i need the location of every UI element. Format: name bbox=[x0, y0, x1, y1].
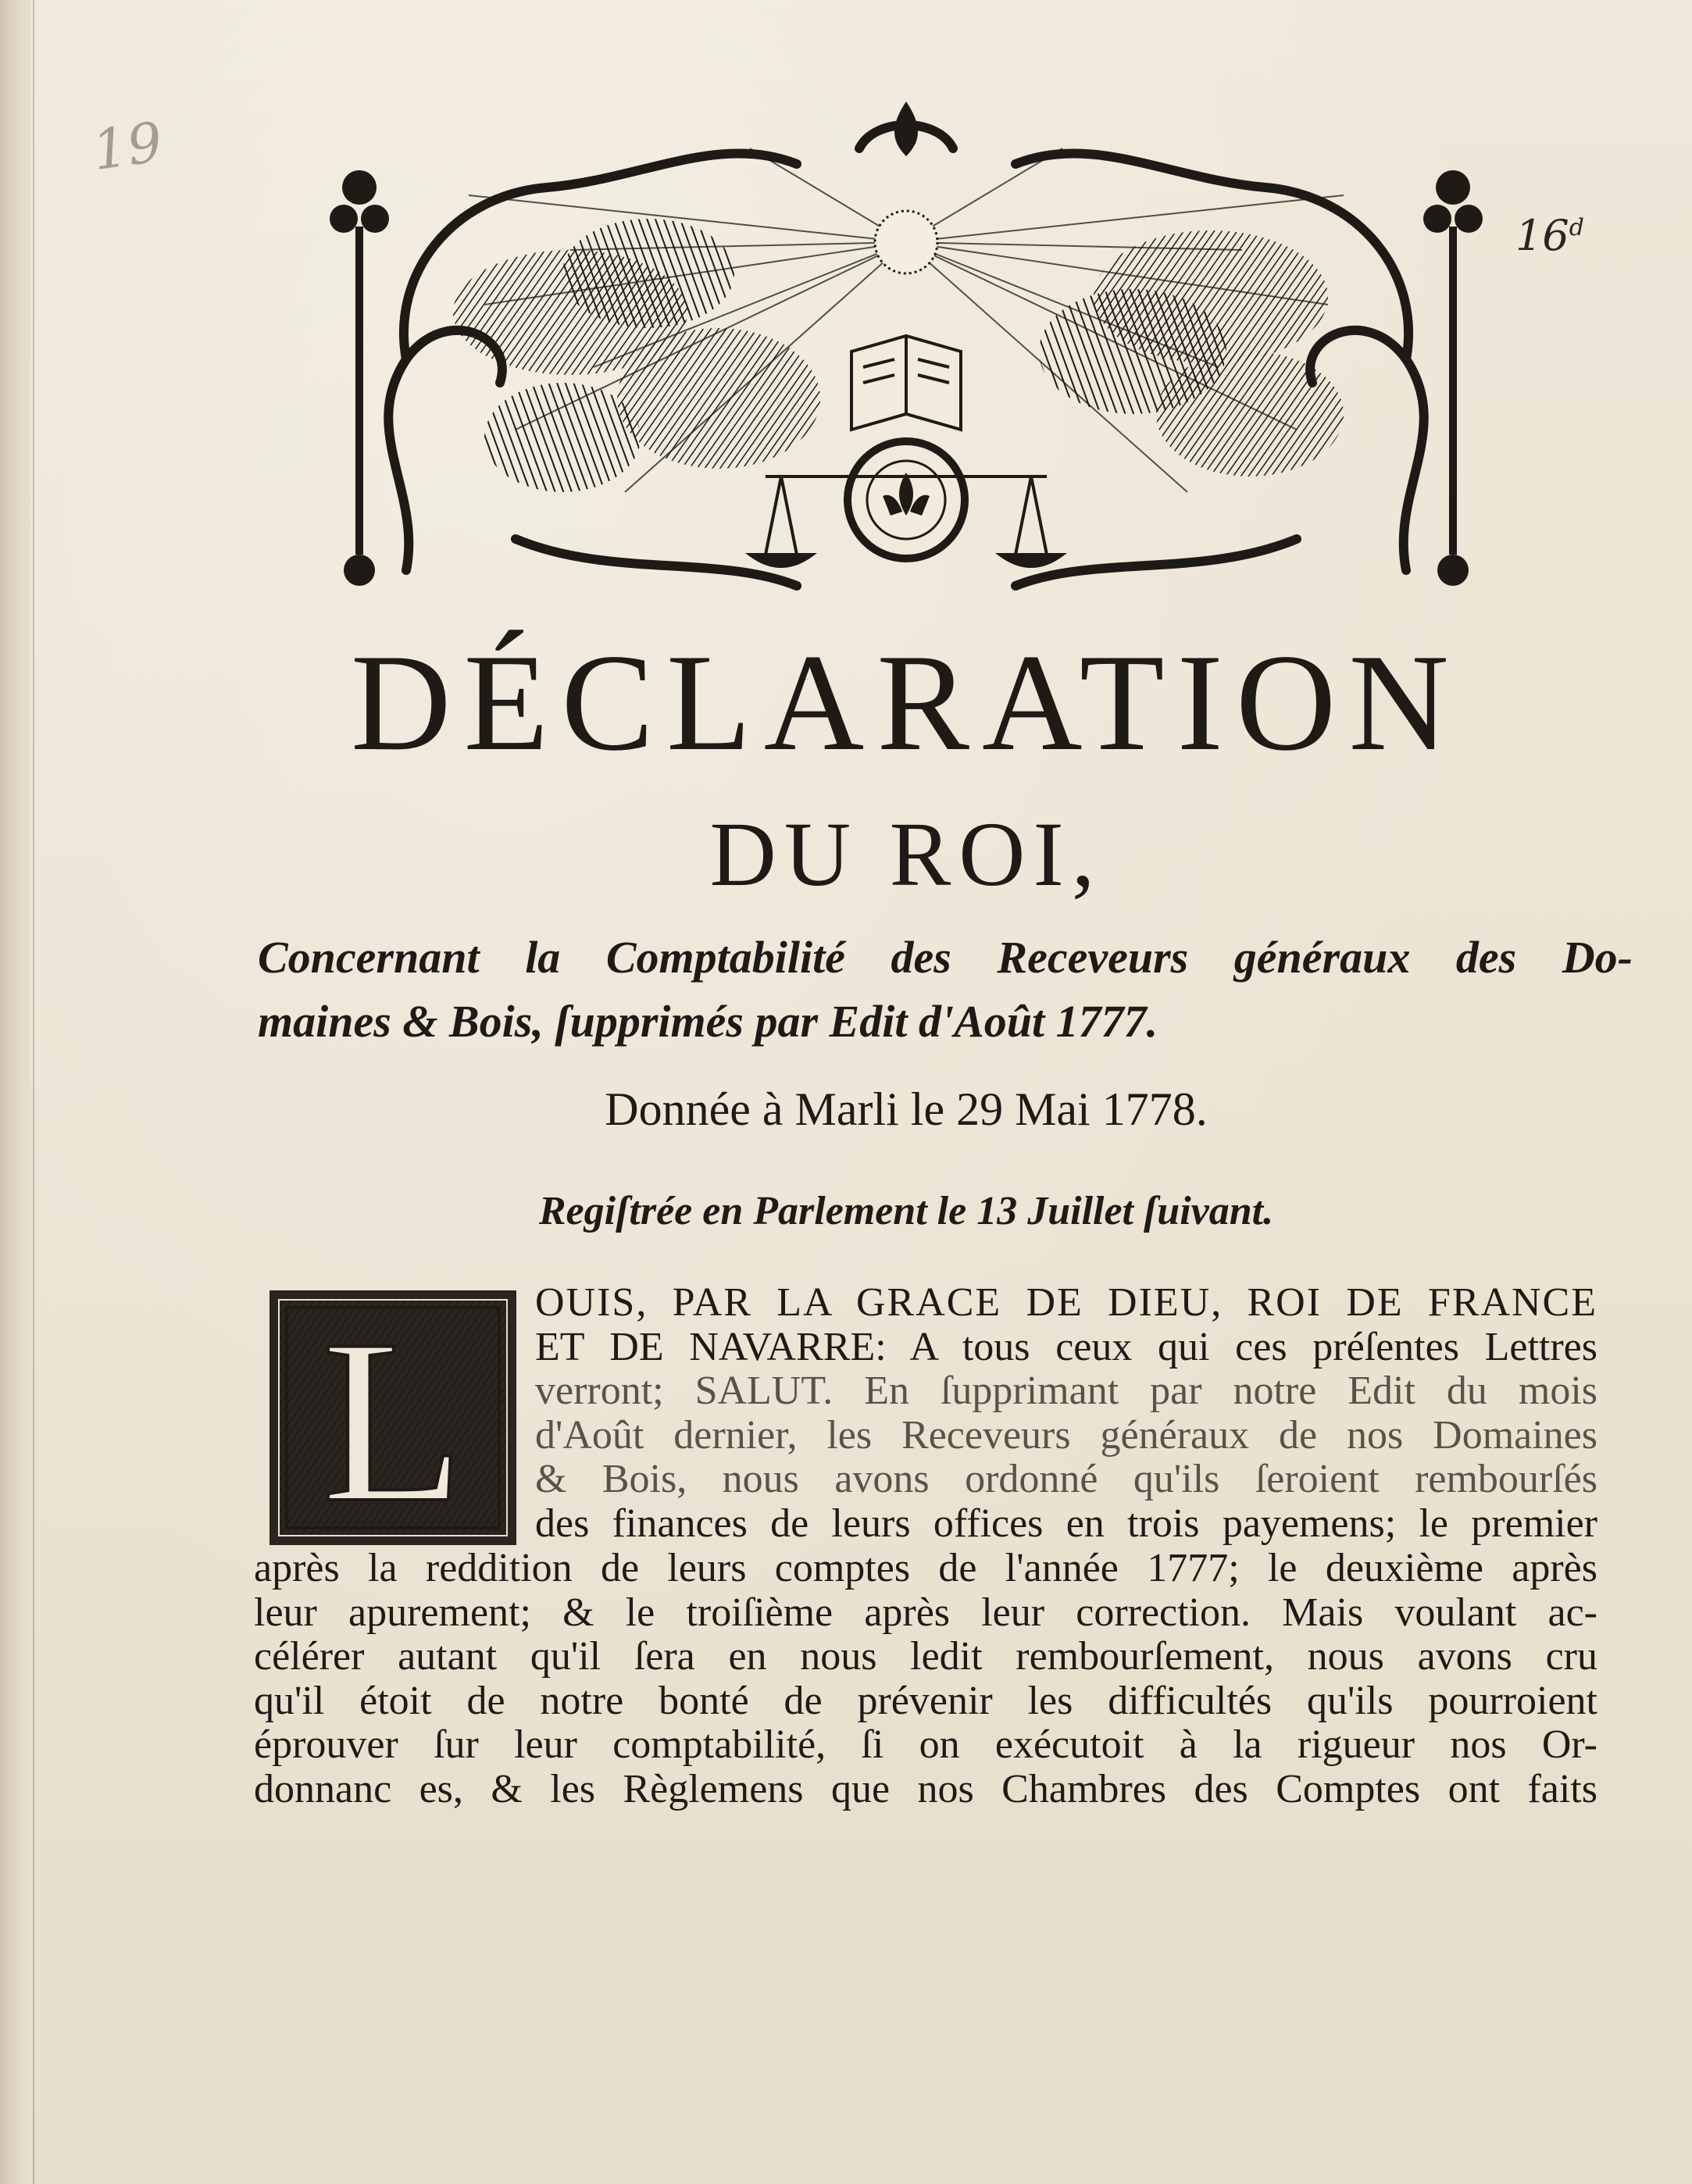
fleur-de-lis-medallion-icon bbox=[848, 441, 965, 558]
cloud-right-icon bbox=[1039, 230, 1344, 476]
drop-cap-letter: L bbox=[321, 1291, 465, 1547]
book-icon bbox=[851, 336, 961, 430]
sun-icon bbox=[875, 211, 937, 273]
concerning-paragraph bbox=[258, 926, 1633, 1054]
body-line: qu'il étoit de notre bonté de prévenir les difficultés qu'ils pourroient bbox=[254, 1678, 1597, 1723]
body-line: OUIS, PAR LA GRACE DE DIEU, ROI DE FRANCE bbox=[535, 1280, 1597, 1325]
body-line: après la reddition de leurs comptes de l'année 1777; le deuxième après bbox=[254, 1546, 1597, 1590]
corner-flower-right-icon bbox=[1423, 170, 1483, 586]
registered-line: Regiſtrée en Parlement le 13 Juillet ſuivant. bbox=[538, 1189, 1274, 1233]
engraved-headpiece bbox=[312, 102, 1500, 601]
price-number: 16 bbox=[1515, 211, 1569, 260]
body-line: éprouver ſur leur comptabilité, ſi on exécutoit à la rigueur nos Or- bbox=[254, 1722, 1597, 1767]
body-text bbox=[254, 1281, 1597, 1811]
document-subtitle: DU ROI, bbox=[709, 803, 1103, 905]
body-line: d'Août dernier, les Receveurs généraux de nos Domaines bbox=[535, 1412, 1597, 1458]
given-at-line: Donnée à Marli le 29 Mai 1778. bbox=[605, 1083, 1208, 1135]
binding-fold-line bbox=[33, 0, 34, 2184]
document-title: DÉCLARATION bbox=[351, 625, 1462, 780]
ornamental-drop-cap bbox=[268, 1289, 518, 1547]
body-line: leur apurement; & le troiſième après leur correction. Mais voulant ac- bbox=[254, 1590, 1597, 1635]
handwritten-price-note: 16$^d$ bbox=[1515, 211, 1584, 260]
body-line: verront; SALUT. En ſupprimant par notre Edit du mois bbox=[535, 1369, 1597, 1413]
concerning-line: Concernant la Comptabilité des Receveurs généraux des Do- bbox=[258, 932, 1633, 983]
body-line: donnanc es, & les Règlemens que nos Chambres des Comptes ont faits bbox=[254, 1766, 1597, 1811]
body-line: des finances de leurs offices en trois payemens; le premier bbox=[535, 1501, 1597, 1546]
body-line: ET DE NAVARRE: A tous ceux qui ces préſentes Lettres bbox=[535, 1324, 1597, 1369]
body-line: célérer autant qu'il ſera en nous ledit rembourſement, nous avons cru bbox=[254, 1634, 1597, 1679]
body-line: & Bois, nous avons ordonné qu'ils ſeroient rembourſés bbox=[535, 1457, 1597, 1501]
binding-edge bbox=[0, 0, 31, 2184]
faded-handwritten-note: 19 bbox=[88, 109, 166, 184]
cloud-left-icon bbox=[453, 219, 820, 492]
corner-flower-left-icon bbox=[330, 170, 389, 586]
top-fleuron-icon bbox=[894, 102, 918, 156]
concerning-line: maines & Bois, ſupprimés par Edit d'Août 1777. bbox=[258, 996, 1158, 1047]
